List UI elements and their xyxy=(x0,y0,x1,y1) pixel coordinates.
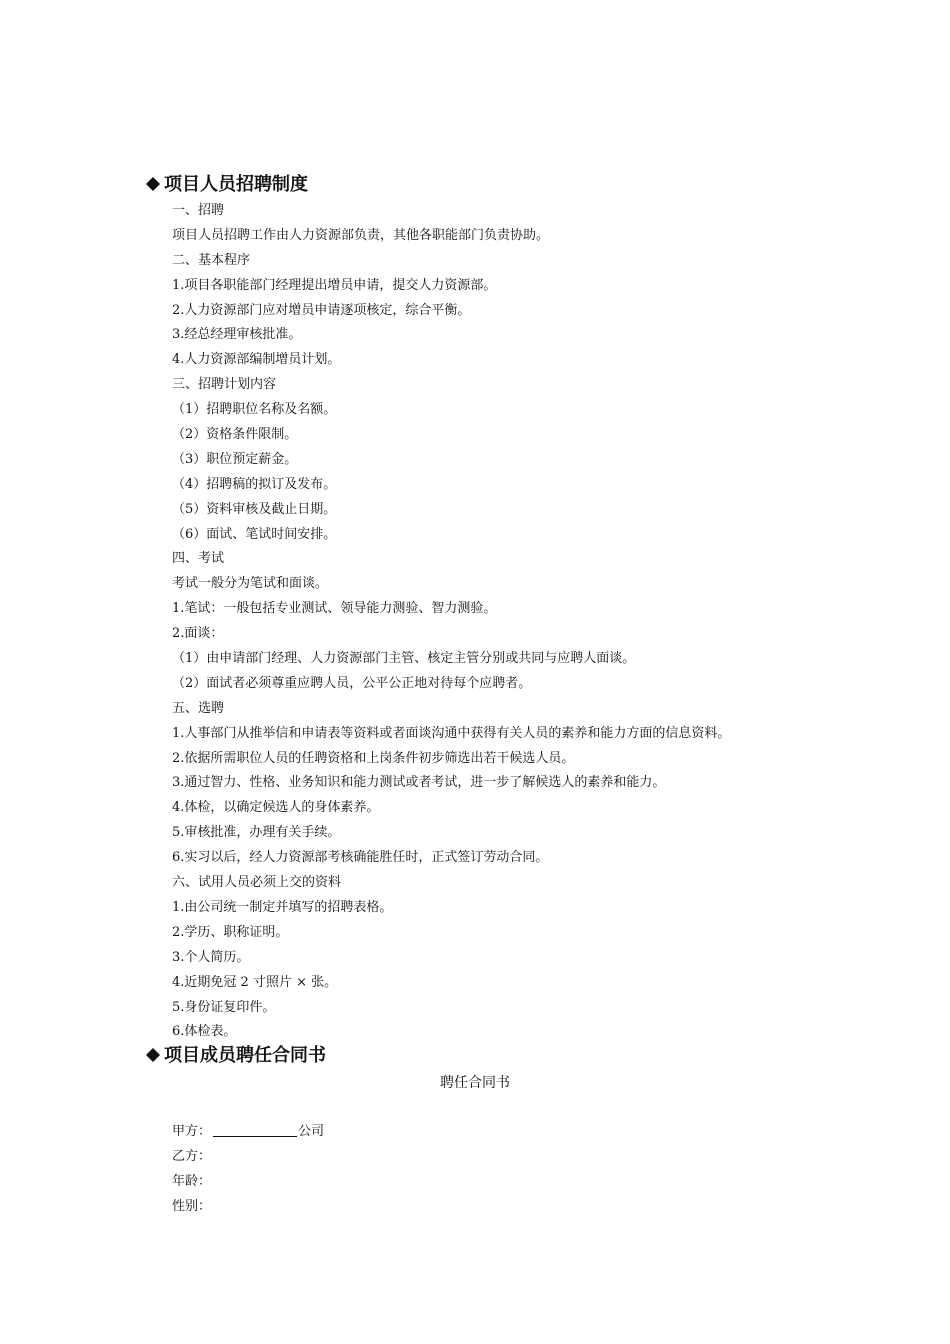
body-line: 一、招聘 xyxy=(172,203,225,218)
body-line: 2.人力资源部门应对增员申请逐项核定，综合平衡。 xyxy=(172,302,471,318)
party-a-suffix: 公司 xyxy=(298,1124,325,1139)
party-a-blank xyxy=(213,1122,297,1137)
body-line: 五、选聘 xyxy=(172,700,225,716)
body-line: 5.身份证复印件。 xyxy=(172,999,276,1015)
body-line: 2.依据所需职位人员的任聘资格和上岗条件初步筛选出若干候选人员。 xyxy=(172,750,575,766)
section-heading-recruitment-policy xyxy=(146,173,308,197)
body-line: 1.人事部门从推举信和申请表等资料或者面谈沟通中获得有关人员的素养和能力方面的信息资料。 xyxy=(172,725,731,741)
body-line: 4.体检，以确定候选人的身体素养。 xyxy=(172,800,380,816)
body-line: 四、考试 xyxy=(172,551,225,567)
body-line: 3.通过智力、性格、业务知识和能力测试或者考试，进一步了解候选人的素养和能力。 xyxy=(172,775,666,791)
contract-fields xyxy=(172,1120,324,1220)
body-line: 4.人力资源部编制增员计划。 xyxy=(172,352,341,368)
party-a-label: 甲方： xyxy=(172,1124,212,1139)
section-heading-appointment-contract xyxy=(146,1044,326,1068)
section-title: 项目成员聘任合同书 xyxy=(164,1045,326,1066)
body-line: （4）招聘稿的拟订及发布。 xyxy=(172,476,337,492)
party-a-field xyxy=(172,1120,324,1145)
body-line: 六、试用人员必须上交的资料 xyxy=(172,875,342,891)
party-b-label: 乙方： xyxy=(172,1148,212,1164)
body-line: 3.经总经理审核批准。 xyxy=(172,327,302,343)
diamond-bullet-icon xyxy=(146,177,160,191)
body-line: 三、招聘计划内容 xyxy=(172,377,277,393)
body-line: （5）资料审核及截止日期。 xyxy=(172,501,337,517)
body-line: 6.体检表。 xyxy=(172,1024,237,1040)
party-b-field xyxy=(172,1145,324,1170)
body-line: 5.审核批准，办理有关手续。 xyxy=(172,825,341,841)
body-line: 考试一般分为笔试和面谈。 xyxy=(172,576,329,592)
body-line: （6）面试、笔试时间安排。 xyxy=(172,526,337,542)
body-line: （2）资格条件限制。 xyxy=(172,427,298,443)
body-line: 二、基本程序 xyxy=(172,252,251,268)
body-line: 1.笔试：一般包括专业测试、领导能力测验、智力测验。 xyxy=(172,601,497,617)
body-line: 2.面谈： xyxy=(172,626,224,642)
gender-field xyxy=(172,1195,324,1220)
body-line: 2.学历、职称证明。 xyxy=(172,924,289,940)
body-line: （2）面试者必须尊重应聘人员，公平公正地对待每个应聘者。 xyxy=(172,675,532,691)
body-line: 3.个人简历。 xyxy=(172,949,250,965)
body-line: 6.实习以后，经人力资源部考核确能胜任时，正式签订劳动合同。 xyxy=(172,850,549,866)
body-line: （1）由申请部门经理、人力资源部门主管、核定主管分别或共同与应聘人面谈。 xyxy=(172,651,636,667)
age-label: 年龄： xyxy=(172,1173,212,1189)
body-line: 4.近期免冠 2 寸照片 × 张。 xyxy=(172,974,338,990)
section-title: 项目人员招聘制度 xyxy=(164,174,308,195)
contract-title: 聘任合同书 xyxy=(440,1075,510,1091)
age-field xyxy=(172,1170,324,1195)
policy-body xyxy=(172,199,872,1045)
body-line: 1.由公司统一制定并填写的招聘表格。 xyxy=(172,899,393,915)
diamond-bullet-icon xyxy=(146,1048,160,1062)
body-line: （1）招聘职位名称及名额。 xyxy=(172,402,337,418)
body-line: 项目人员招聘工作由人力资源部负责，其他各职能部门负责协助。 xyxy=(172,227,550,243)
body-line: （3）职位预定薪金。 xyxy=(172,451,298,467)
gender-label: 性别： xyxy=(172,1198,212,1214)
body-line: 1.项目各职能部门经理提出增员申请，提交人力资源部。 xyxy=(172,277,497,293)
